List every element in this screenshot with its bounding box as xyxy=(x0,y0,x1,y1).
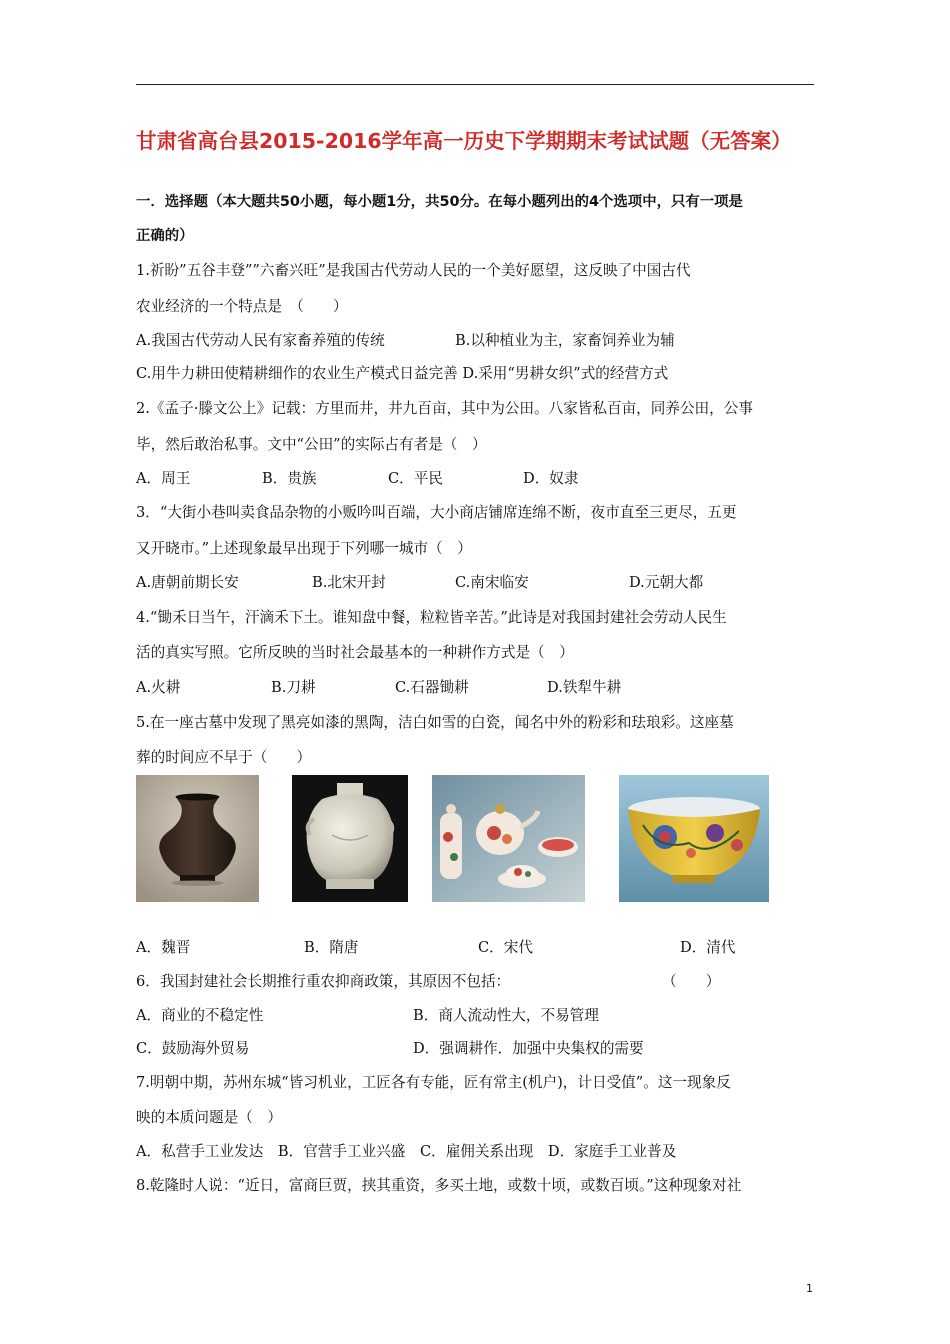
section-instructions-line1: 一．选择题（本大题共50小题，每小题1分，共50分。在每小题列出的4个选项中，只有一项是 xyxy=(136,194,743,210)
q5-option-d: D．清代 xyxy=(680,939,736,956)
q5-stem-line1: 5.在一座古墓中发现了黑亮如漆的黑陶，洁白如雪的白瓷，闻名中外的粉彩和珐琅彩。这座墓 xyxy=(136,714,734,731)
q5-option-b: B．隋唐 xyxy=(304,939,359,956)
q7-options: A．私营手工业发达 B．官营手工业兴盛 C．雇佣关系出现 D．家庭手工业普及 xyxy=(136,1143,677,1160)
enamel-bowl-image xyxy=(619,775,769,902)
q5-option-a: A．魏晋 xyxy=(136,939,191,956)
q4-option-b: B.刀耕 xyxy=(271,679,316,696)
q4-stem-line2: 活的真实写照。它所反映的当时社会最基本的一种耕作方式是（ ） xyxy=(136,644,574,661)
q6-option-d: D．强调耕作．加强中央集权的需要 xyxy=(413,1040,644,1057)
section-instructions-line2: 正确的） xyxy=(136,228,194,244)
famille-rose-teaset-image xyxy=(432,775,585,902)
q1-stem-line1: 1.祈盼”五谷丰登””六畜兴旺”是我国古代劳动人民的一个美好愿望，这反映了中国古代 xyxy=(136,262,691,279)
q2-stem-line1: 2.《孟子·滕文公上》记载：方里而井，井九百亩，其中为公田。八家皆私百亩，同养公田，公事 xyxy=(136,400,753,417)
q6-answer-paren: （ ） xyxy=(662,973,721,990)
q6-stem: 6．我国封建社会长期推行重农抑商政策，其原因不包括： xyxy=(136,973,511,990)
q4-option-d: D.铁犁牛耕 xyxy=(547,679,622,696)
white-porcelain-image xyxy=(292,775,408,902)
q2-option-a: A．周王 xyxy=(136,470,191,487)
q7-stem-line1: 7.明朝中期，苏州东城“皆习机业，工匠各有专能，匠有常主(机户)，计日受值”。这一现象反 xyxy=(136,1074,731,1091)
q6-option-b: B．商人流动性大，不易管理 xyxy=(413,1007,599,1024)
q1-option-cd: C.用牛力耕田使精耕细作的农业生产模式日益完善 D.采用“男耕女织”式的经营方式 xyxy=(136,365,669,382)
q7-stem-line2: 映的本质问题是（ ） xyxy=(136,1109,282,1126)
q2-stem-line2: 毕，然后敢治私事。文中“公田”的实际占有者是（ ） xyxy=(136,436,487,453)
q4-option-a: A.火耕 xyxy=(136,679,181,696)
q1-stem-line2: 农业经济的一个特点是 （ ） xyxy=(136,298,348,315)
q3-option-b: B.北宋开封 xyxy=(312,574,386,591)
header-rule xyxy=(136,84,814,85)
q2-option-c: C．平民 xyxy=(388,470,443,487)
q6-option-a: A．商业的不稳定性 xyxy=(136,1007,264,1024)
exam-title: 甘肃省高台县2015-2016学年高一历史下学期期末考试试题（无答案） xyxy=(136,129,792,153)
q1-option-b: B.以种植业为主，家畜饲养业为辅 xyxy=(455,332,675,349)
q3-stem-line1: 3．“大街小巷叫卖食品杂物的小贩吟叫百端，大小商店铺席连绵不断，夜市直至三更尽，五更 xyxy=(136,504,737,521)
q5-option-c: C．宋代 xyxy=(478,939,533,956)
q2-option-d: D．奴隶 xyxy=(523,470,579,487)
q3-stem-line2: 又开晓市。”上述现象最早出现于下列哪一城市（ ） xyxy=(136,540,472,557)
q1-option-a: A.我国古代劳动人民有家畜养殖的传统 xyxy=(136,332,385,349)
q3-option-d: D.元朝大都 xyxy=(629,574,704,591)
q6-option-c: C．鼓励海外贸易 xyxy=(136,1040,250,1057)
q2-option-b: B．贵族 xyxy=(262,470,317,487)
q5-stem-line2: 葬的时间应不早于（ ） xyxy=(136,749,312,766)
q3-option-c: C.南宋临安 xyxy=(455,574,529,591)
q4-stem-line1: 4.“锄禾日当午，汗滴禾下土。谁知盘中餐，粒粒皆辛苦。”此诗是对我国封建社会劳动人民生 xyxy=(136,609,727,626)
page-number: 1 xyxy=(806,1282,813,1295)
black-pottery-image xyxy=(136,775,259,902)
q3-option-a: A.唐朝前期长安 xyxy=(136,574,239,591)
q4-option-c: C.石器锄耕 xyxy=(395,679,469,696)
q8-stem-line1: 8.乾隆时人说：“近日，富商巨贾，挟其重资，多买土地，或数十顷，或数百顷。”这种现象对社 xyxy=(136,1177,742,1194)
